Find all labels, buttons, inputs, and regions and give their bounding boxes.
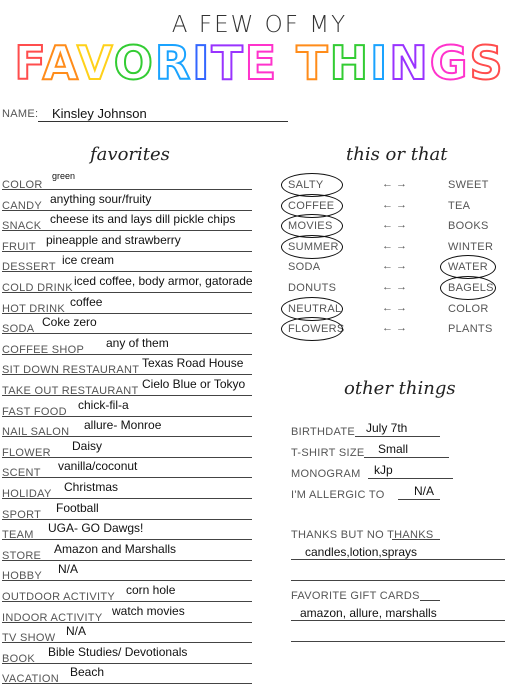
favorite-line xyxy=(2,580,252,581)
favorite-value: allure- Monroe xyxy=(84,418,162,433)
favorite-value: UGA- GO Dawgs! xyxy=(48,521,144,536)
gift-value: amazon, allure, marshalls xyxy=(300,606,437,620)
this-or-that-right: BAGELS xyxy=(448,282,494,294)
favorite-value: Daisy xyxy=(72,438,103,453)
thanks-line-1 xyxy=(392,539,440,540)
favorite-value: Cielo Blue or Tokyo xyxy=(142,377,246,391)
other-line xyxy=(355,436,440,437)
favorite-value: vanilla/coconut xyxy=(58,459,138,474)
this-or-that-right: WINTER xyxy=(448,240,494,253)
favorite-value: N/A xyxy=(58,562,79,577)
favorite-label: SIT DOWN RESTAURANT xyxy=(2,364,140,377)
favorite-line xyxy=(2,560,252,561)
title-letter: S xyxy=(469,36,505,90)
other-line xyxy=(368,478,453,479)
this-or-that-arrows: ← → xyxy=(382,198,408,211)
this-or-that-left: NEUTRAL xyxy=(288,302,342,315)
gift-line-3 xyxy=(291,641,505,642)
this-or-that-arrows: ← → xyxy=(382,322,408,335)
this-or-that-arrows: ← → xyxy=(382,178,408,190)
favorite-line xyxy=(2,663,252,664)
other-value: July 7th xyxy=(366,421,408,435)
favorite-line xyxy=(2,374,252,375)
favorite-label: DESSERT xyxy=(2,261,56,274)
favorite-value: Football xyxy=(56,500,99,515)
favorite-line xyxy=(2,457,252,458)
this-or-that-right: PLANTS xyxy=(448,323,493,336)
favorite-label: TV SHOW xyxy=(2,632,56,645)
favorite-value: iced coffee, body armor, gatorade xyxy=(74,274,253,288)
favorite-label: HOLIDAY xyxy=(2,488,52,500)
choice-circle xyxy=(281,235,343,259)
title-letter: I xyxy=(192,36,212,90)
favorite-value: Christmas xyxy=(64,480,119,494)
favorite-line xyxy=(2,271,252,272)
favorite-value: Bible Studies/ Devotionals xyxy=(48,644,188,659)
favorite-label: INDOOR ACTIVITY xyxy=(2,611,103,624)
favorite-line xyxy=(2,251,252,252)
title-letter: E xyxy=(244,36,279,90)
favorite-label: TAKE OUT RESTAURANT xyxy=(2,385,139,397)
other-label: T-SHIRT SIZE xyxy=(291,447,365,459)
title-letter: F xyxy=(14,36,43,90)
favorite-line xyxy=(2,519,252,520)
title-letter: H xyxy=(329,36,371,90)
favorite-label: SPORT xyxy=(2,508,42,521)
favorite-line xyxy=(2,436,252,437)
favorite-label: FAST FOOD xyxy=(2,405,67,418)
title-letter: T xyxy=(211,36,245,90)
favorite-line xyxy=(2,189,252,190)
thanks-label: THANKS BUT NO THANKS xyxy=(291,529,434,541)
title-letter xyxy=(278,36,296,90)
other-things-heading: other things xyxy=(344,378,456,399)
favorite-line xyxy=(2,642,252,643)
favorite-value: N/A xyxy=(66,624,87,639)
title-letter: I xyxy=(370,36,390,90)
title-letter: R xyxy=(154,36,193,90)
favorite-value: coffee xyxy=(70,294,103,309)
favorite-line xyxy=(2,683,252,684)
this-or-that-arrows: ← → xyxy=(382,301,408,314)
favorite-value: corn hole xyxy=(126,583,176,597)
favorite-line xyxy=(2,622,252,623)
favorite-line xyxy=(2,539,252,540)
favorites-heading: favorites xyxy=(90,144,170,165)
favorite-line xyxy=(2,354,252,355)
favorite-label: VACATION xyxy=(2,673,59,686)
this-or-that-right: BOOKS xyxy=(448,220,489,233)
title-letter: G xyxy=(429,36,470,90)
this-or-that-arrows: ← → xyxy=(382,281,408,293)
favorite-value: pineapple and strawberry xyxy=(46,232,181,247)
this-or-that-left: SUMMER xyxy=(288,240,339,253)
favorite-line xyxy=(2,601,252,602)
title-letter: T xyxy=(296,36,330,90)
favorite-value: watch movies xyxy=(112,603,185,618)
favorite-value: cheese its and lays dill pickle chips xyxy=(50,212,236,227)
favorite-line xyxy=(2,395,252,396)
thanks-value: candles,lotion,sprays xyxy=(305,545,418,559)
favorite-label: NAIL SALON xyxy=(2,426,70,439)
favorite-label: COLD DRINK xyxy=(2,282,73,294)
this-or-that-right: TEA xyxy=(448,199,471,212)
favorite-label: SCENT xyxy=(2,467,41,480)
this-or-that-left: SODA xyxy=(288,261,321,274)
choice-circle xyxy=(281,317,343,341)
this-or-that-arrows: ← → xyxy=(382,260,408,273)
title-letter: V xyxy=(76,36,114,90)
favorite-line xyxy=(2,230,252,231)
header-big-line xyxy=(0,36,519,90)
title-letter: O xyxy=(113,36,155,90)
this-or-that-right: SWEET xyxy=(448,179,489,191)
favorite-value: ice cream xyxy=(62,253,115,268)
favorite-value: Texas Road House xyxy=(142,356,244,371)
name-value: Kinsley Johnson xyxy=(52,106,147,121)
favorite-label: COFFEE SHOP xyxy=(2,343,85,356)
gift-line-2 xyxy=(291,620,505,621)
this-or-that-left: DONUTS xyxy=(288,282,337,294)
other-label: I'M ALLERGIC TO xyxy=(291,489,385,501)
favorite-value: any of them xyxy=(106,335,169,350)
thanks-line-2 xyxy=(291,559,505,560)
favorite-label: TEAM xyxy=(2,529,34,542)
favorite-value: chick-fil-a xyxy=(78,397,129,412)
favorite-label: HOT DRINK xyxy=(2,302,66,315)
header-top-line: A FEW OF MY xyxy=(171,12,348,38)
favorite-label: STORE xyxy=(2,549,42,562)
favorite-line xyxy=(2,498,252,499)
title-letter: A xyxy=(42,36,77,90)
other-label: BIRTHDATE xyxy=(291,426,356,438)
this-or-that-left: MOVIES xyxy=(288,220,333,233)
favorite-line xyxy=(2,416,252,417)
gift-label: FAVORITE GIFT CARDS xyxy=(291,590,420,602)
thanks-line-3 xyxy=(291,580,505,581)
this-or-that-arrows: ← → xyxy=(382,239,408,252)
other-value: Small xyxy=(378,442,409,456)
favorite-label: FLOWER xyxy=(2,446,51,459)
choice-circle xyxy=(440,276,496,300)
favorite-label: HOBBY xyxy=(2,570,43,583)
favorite-line xyxy=(2,313,252,314)
favorite-line xyxy=(2,210,252,211)
name-line xyxy=(38,121,288,122)
this-or-that-right: WATER xyxy=(448,261,488,274)
other-label: MONOGRAM xyxy=(291,468,361,480)
favorite-label: CANDY xyxy=(2,199,43,212)
this-or-that-heading: this or that xyxy=(346,144,448,165)
favorite-label: COLOR xyxy=(2,179,43,191)
this-or-that-left: FLOWERS xyxy=(288,323,345,336)
favorite-label: OUTDOOR ACTIVITY xyxy=(2,591,115,603)
favorite-label: SNACK xyxy=(2,220,42,233)
this-or-that-arrows: ← → xyxy=(382,219,408,232)
this-or-that-right: COLOR xyxy=(448,302,489,315)
favorite-line xyxy=(2,292,252,293)
other-line xyxy=(364,457,449,458)
favorite-line xyxy=(2,333,252,334)
favorite-value: Beach xyxy=(70,665,105,680)
favorite-label: BOOK xyxy=(2,652,35,665)
name-label: NAME: xyxy=(2,108,39,120)
favorite-value: anything sour/fruity xyxy=(50,191,152,206)
favorite-value: green xyxy=(52,171,76,181)
other-value: N/A xyxy=(414,484,435,498)
favorite-label: FRUIT xyxy=(2,240,36,253)
gift-line-1 xyxy=(420,600,440,601)
other-line xyxy=(398,499,440,500)
this-or-that-left: COFFEE xyxy=(288,199,335,212)
favorite-value: Coke zero xyxy=(42,315,97,330)
title-letter: N xyxy=(389,36,430,90)
favorite-value: Amazon and Marshalls xyxy=(54,541,177,556)
favorite-line xyxy=(2,477,252,478)
other-value: kJp xyxy=(374,463,393,477)
favorite-label: SODA xyxy=(2,323,35,336)
this-or-that-left: SALTY xyxy=(288,179,324,191)
